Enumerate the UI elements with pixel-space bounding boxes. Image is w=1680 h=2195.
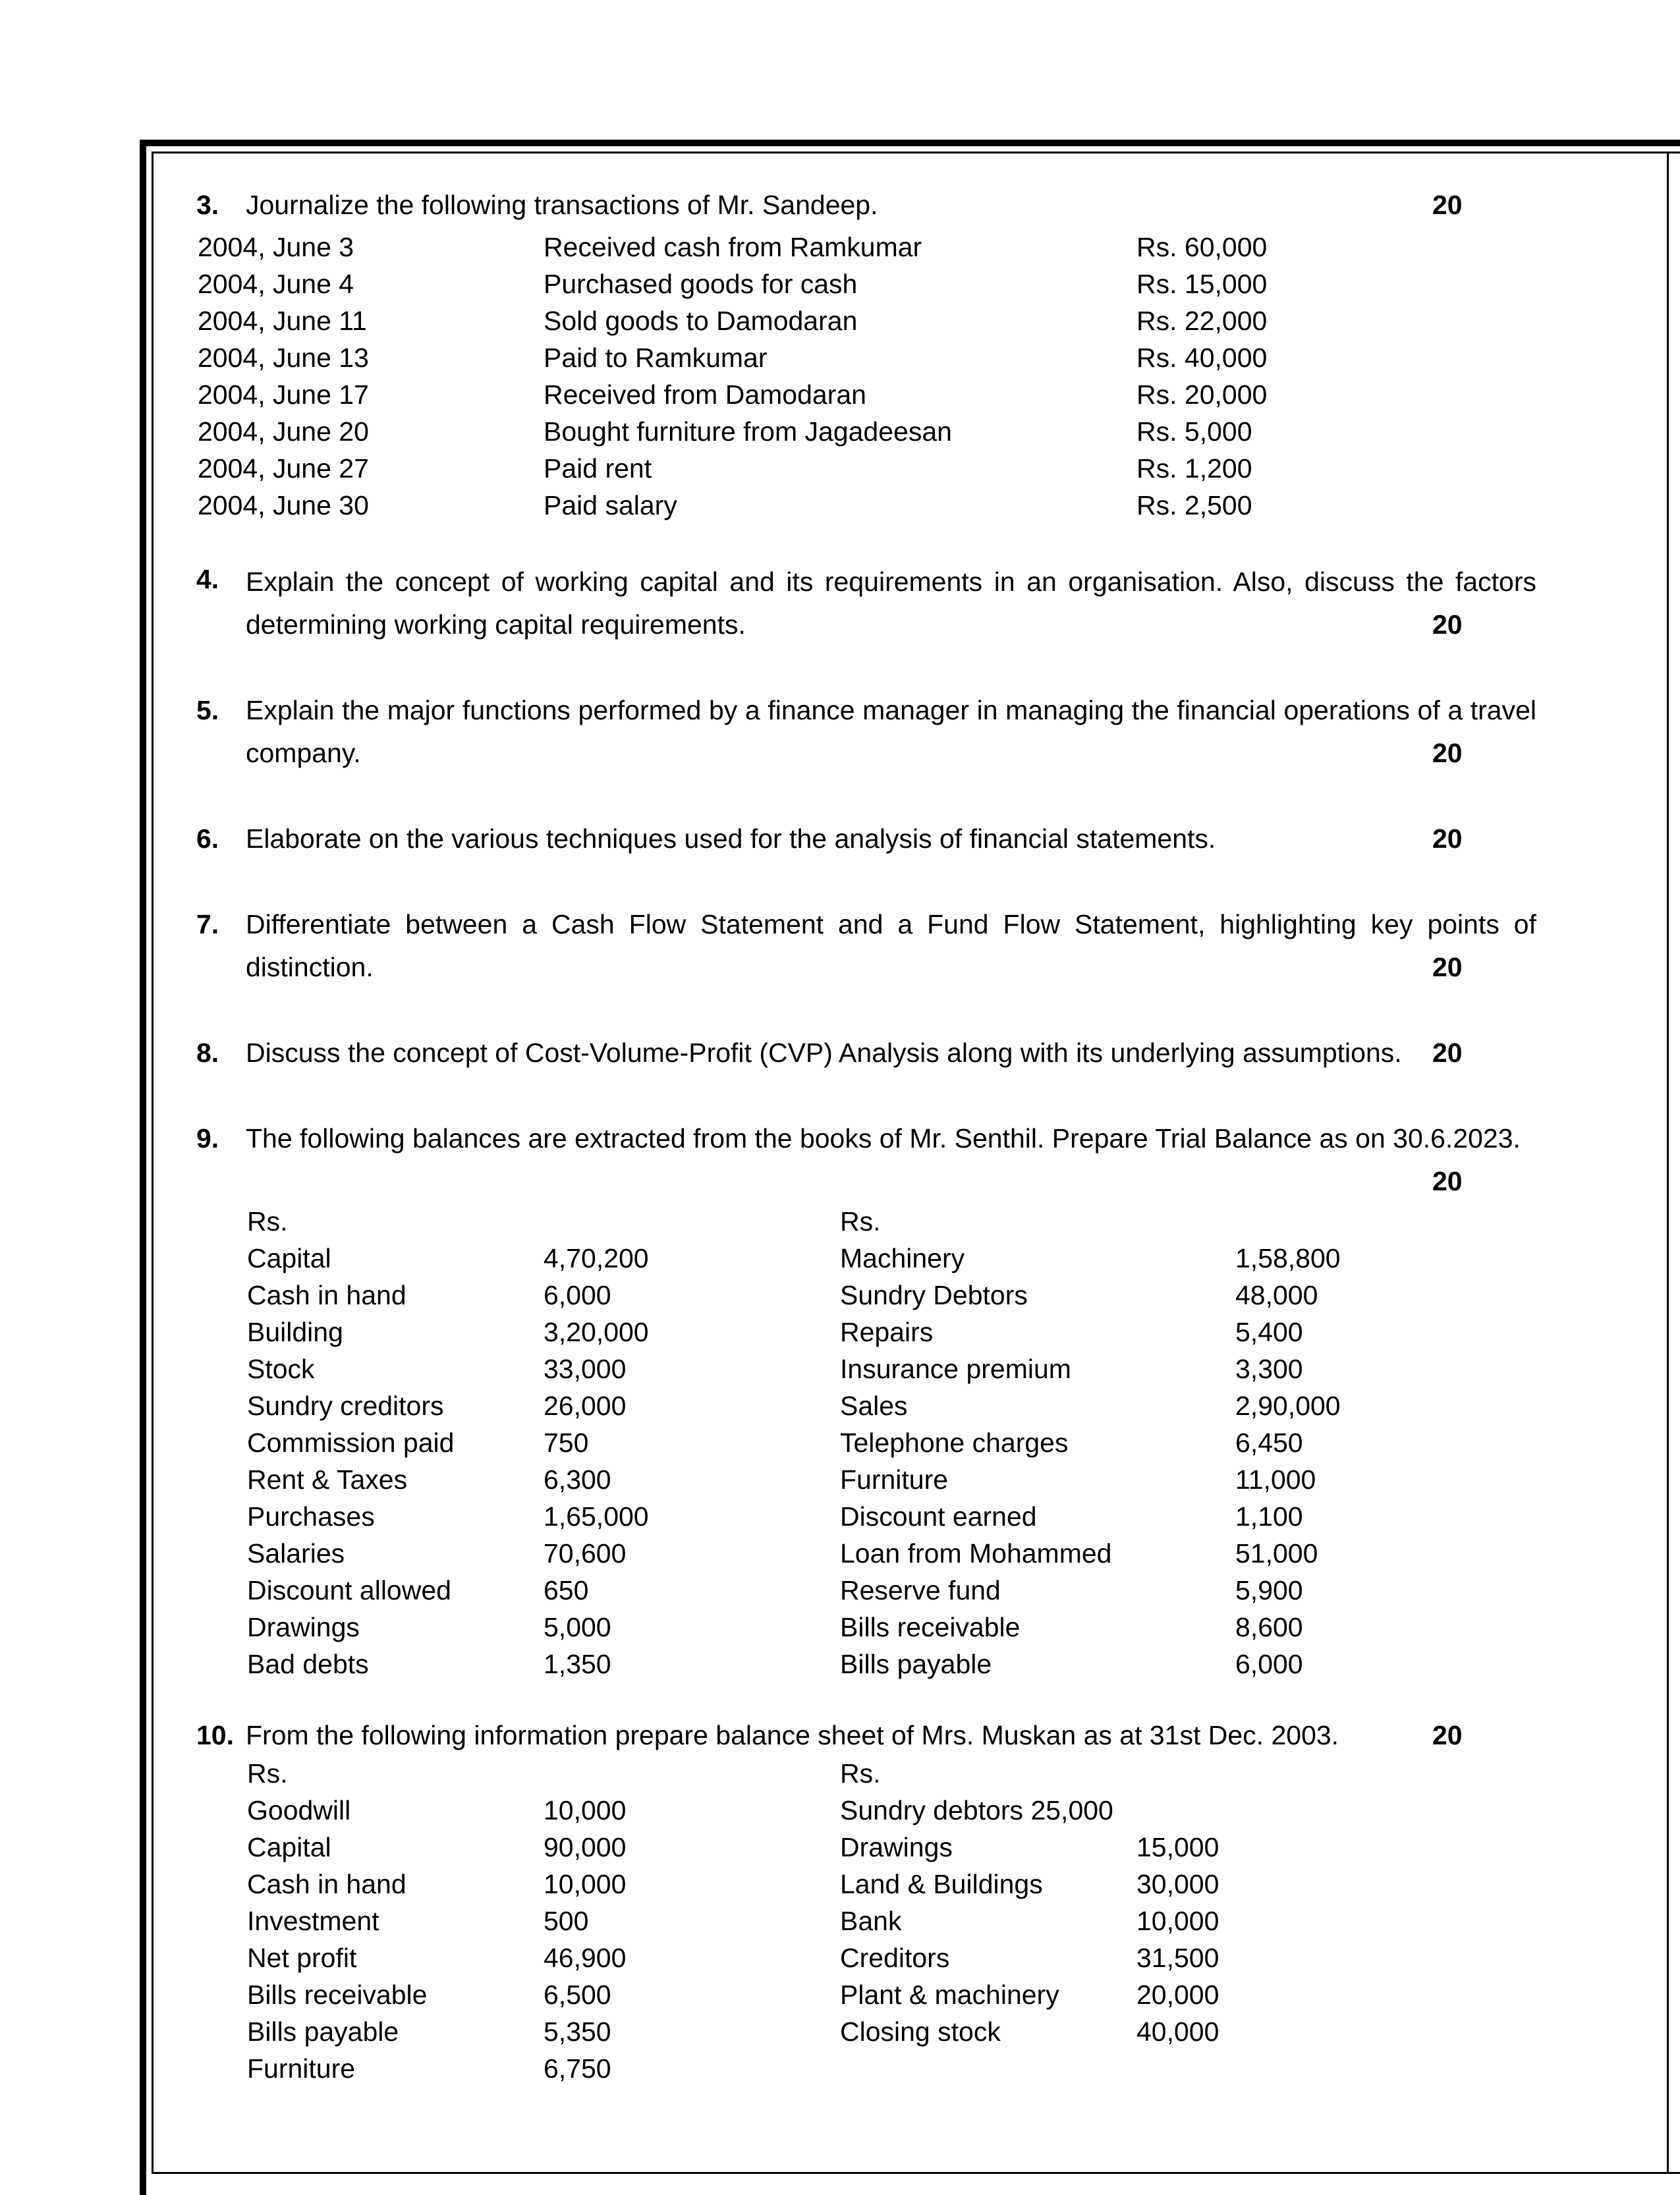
column-header-right: Rs.	[840, 1206, 881, 1236]
transaction-description: Received cash from Ramkumar	[544, 232, 922, 262]
transaction-amount: Rs. 5,000	[1136, 416, 1252, 447]
account-name: Furniture	[247, 2053, 356, 2084]
transaction-date: 2004, June 27	[198, 453, 369, 484]
account-name: Closing stock	[840, 2016, 1001, 2047]
account-amount: 70,600	[544, 1538, 627, 1569]
account-name: Cash in hand	[247, 1869, 406, 1899]
account-amount: 11,000	[1235, 1464, 1316, 1495]
question-4	[196, 561, 1536, 646]
account-name: Plant & machinery	[840, 1980, 1059, 2010]
account-name: Commission paid	[247, 1428, 455, 1458]
transaction-description: Sold goods to Damodaran	[544, 306, 858, 336]
marks: 20	[1432, 1038, 1463, 1068]
transaction-date: 2004, June 4	[198, 269, 354, 299]
account-name: Net profit	[247, 1943, 357, 1973]
table-row	[196, 302, 1536, 339]
account-amount: 500	[544, 1906, 589, 1936]
account-name: Drawings	[840, 1832, 953, 1862]
account-name: Bills payable	[247, 2016, 399, 2047]
account-name: Bank	[840, 1906, 902, 1936]
account-amount: 5,350	[544, 2016, 611, 2047]
account-name: Sundry creditors	[247, 1391, 444, 1421]
account-amount: 2,90,000	[1235, 1391, 1341, 1421]
account-name: Sundry Debtors	[840, 1280, 1028, 1310]
question-number: 7.	[196, 909, 219, 939]
account-amount: 51,000	[1235, 1538, 1318, 1569]
account-amount: 1,350	[544, 1649, 611, 1679]
question-text: Explain the concept of working capital and its requirements in an organisation. Also, discuss the factors determining working capital requirements.	[246, 567, 1536, 640]
account-amount: 5,000	[544, 1612, 611, 1642]
table-row	[196, 265, 1536, 302]
account-name: Sales	[840, 1391, 908, 1421]
account-amount: 46,900	[544, 1943, 627, 1973]
account-amount: 5,400	[1235, 1317, 1303, 1347]
table-row	[196, 1277, 1536, 1314]
account-amount: 1,58,800	[1235, 1243, 1341, 1273]
account-amount: 20,000	[1136, 1980, 1219, 2010]
table-row	[196, 450, 1536, 487]
transactions-table	[196, 229, 1536, 524]
account-name: Bad debts	[247, 1649, 369, 1679]
transaction-amount: Rs. 20,000	[1136, 379, 1268, 410]
account-amount: 15,000	[1136, 1832, 1219, 1862]
question-number: 4.	[196, 564, 219, 594]
account-amount: 10,000	[1136, 1906, 1219, 1936]
account-amount: 6,500	[544, 1980, 611, 2010]
transaction-date: 2004, June 20	[198, 416, 369, 447]
table-row	[196, 1535, 1536, 1572]
table-row	[196, 1461, 1536, 1498]
account-name: Stock	[247, 1354, 315, 1384]
account-name: Land & Buildings	[840, 1869, 1043, 1899]
account-amount: 3,20,000	[544, 1317, 649, 1347]
account-name: Bills receivable	[840, 1612, 1021, 1642]
table-row	[196, 376, 1536, 413]
account-amount: 48,000	[1235, 1280, 1318, 1310]
question-6	[196, 818, 1536, 860]
account-name: Insurance premium	[840, 1354, 1071, 1384]
table-row	[196, 1387, 1536, 1424]
marks: 20	[1432, 1166, 1463, 1196]
account-name: Cash in hand	[247, 1280, 406, 1310]
table-row	[196, 1903, 1536, 1939]
table-row	[196, 1572, 1536, 1609]
account-name: Capital	[247, 1832, 331, 1862]
question-number: 3.	[196, 190, 219, 220]
table-row	[196, 1829, 1536, 1866]
account-name: Telephone charges	[840, 1428, 1069, 1458]
question-number: 5.	[196, 695, 219, 725]
account-name: Bills receivable	[247, 1980, 428, 2010]
table-row	[196, 229, 1536, 265]
question-3	[196, 186, 1536, 223]
column-header-left: Rs.	[247, 1758, 288, 1789]
account-name: Purchases	[247, 1501, 375, 1532]
table-row	[196, 1498, 1536, 1535]
account-name: Furniture	[840, 1464, 949, 1495]
question-text: From the following information prepare balance sheet of Mrs. Muskan as at 31st Dec. 2003.	[246, 1720, 1339, 1750]
table-row	[196, 1609, 1536, 1646]
question-5	[196, 689, 1536, 775]
table-row	[196, 413, 1536, 450]
table-row	[196, 1424, 1536, 1461]
question-9	[196, 1117, 1536, 1203]
account-amount: 31,500	[1136, 1943, 1219, 1973]
transaction-description: Paid to Ramkumar	[544, 343, 768, 373]
question-text: The following balances are extracted from the books of Mr. Senthil. Prepare Trial Balance as on 30.6.2023.	[246, 1123, 1521, 1153]
account-amount: 1,100	[1235, 1501, 1303, 1532]
table-row	[196, 1792, 1536, 1829]
question-text: Differentiate between a Cash Flow Statement and a Fund Flow Statement, highlighting key points of distinction.	[246, 909, 1536, 982]
trial-balance-table	[196, 1203, 1536, 1682]
question-paper	[196, 186, 1536, 2087]
transaction-description: Paid salary	[544, 490, 677, 520]
transaction-description: Received from Damodaran	[544, 379, 866, 410]
marks: 20	[1432, 738, 1463, 768]
question-number: 9.	[196, 1123, 219, 1153]
question-number: 10.	[196, 1720, 234, 1750]
balance-sheet-table	[196, 1755, 1536, 2087]
marks: 20	[1432, 190, 1463, 220]
question-text: Discuss the concept of Cost-Volume-Profit (CVP) Analysis along with its underlying assumptions.	[246, 1038, 1402, 1068]
account-amount: 6,300	[544, 1464, 611, 1495]
account-amount: 40,000	[1136, 2016, 1219, 2047]
transaction-date: 2004, June 3	[198, 232, 354, 262]
table-row	[196, 1314, 1536, 1350]
account-amount: 6,000	[1235, 1649, 1303, 1679]
transaction-date: 2004, June 11	[198, 306, 367, 336]
account-amount: 26,000	[544, 1391, 627, 1421]
account-amount: 10,000	[544, 1869, 627, 1899]
transaction-amount: Rs. 22,000	[1136, 306, 1268, 336]
transaction-amount: Rs. 40,000	[1136, 343, 1268, 373]
transaction-description: Paid rent	[544, 453, 652, 484]
account-name: Bills payable	[840, 1649, 992, 1679]
account-name: Discount allowed	[247, 1575, 451, 1605]
account-amount: 33,000	[544, 1354, 627, 1384]
question-text: Journalize the following transactions of Mr. Sandeep.	[246, 190, 878, 220]
account-name: Discount earned	[840, 1501, 1037, 1532]
account-amount: 30,000	[1136, 1869, 1219, 1899]
account-name: Goodwill	[247, 1795, 351, 1825]
question-10	[196, 1715, 1536, 1755]
transaction-description: Bought furniture from Jagadeesan	[544, 416, 952, 447]
marks: 20	[1432, 823, 1463, 854]
transaction-date: 2004, June 17	[198, 379, 369, 410]
question-7	[196, 903, 1536, 989]
transaction-amount: Rs. 15,000	[1136, 269, 1268, 299]
account-amount: 8,600	[1235, 1612, 1303, 1642]
column-header-left: Rs.	[247, 1206, 288, 1236]
account-amount: 4,70,200	[544, 1243, 649, 1273]
marks: 20	[1432, 952, 1463, 982]
column-header-right: Rs.	[840, 1758, 881, 1789]
account-name: Capital	[247, 1243, 331, 1273]
account-amount: 750	[544, 1428, 589, 1458]
marks: 20	[1432, 609, 1463, 640]
account-amount: 1,65,000	[544, 1501, 649, 1532]
account-name: Rent & Taxes	[247, 1464, 408, 1495]
table-row	[196, 2013, 1536, 2050]
question-text: Explain the major functions performed by a finance manager in managing the financial operations of a travel company.	[246, 695, 1536, 768]
table-row	[196, 487, 1536, 524]
account-name: Reserve fund	[840, 1575, 1001, 1605]
account-name: Building	[247, 1317, 343, 1347]
question-number: 6.	[196, 823, 219, 854]
question-8	[196, 1032, 1536, 1074]
question-text: Elaborate on the various techniques used for the analysis of financial statements.	[246, 823, 1216, 854]
account-name: Creditors	[840, 1943, 950, 1973]
account-name: Machinery	[840, 1243, 965, 1273]
transaction-amount: Rs. 2,500	[1136, 490, 1252, 520]
account-name: Loan from Mohammed	[840, 1538, 1112, 1569]
account-name: Repairs	[840, 1317, 934, 1347]
table-row	[196, 2050, 1536, 2087]
transaction-description: Purchased goods for cash	[544, 269, 858, 299]
account-entry: Sundry debtors 25,000	[840, 1795, 1113, 1825]
table-row	[196, 1939, 1536, 1976]
account-name: Drawings	[247, 1612, 360, 1642]
account-name: Investment	[247, 1906, 379, 1936]
account-amount: 6,000	[544, 1280, 611, 1310]
page-border-right	[1667, 152, 1669, 2174]
account-amount: 6,750	[544, 2053, 611, 2084]
account-amount: 650	[544, 1575, 589, 1605]
table-header	[196, 1755, 1536, 1792]
table-row	[196, 1646, 1536, 1682]
table-header	[196, 1203, 1536, 1240]
marks: 20	[1432, 1720, 1463, 1750]
transaction-amount: Rs. 60,000	[1136, 232, 1268, 262]
transaction-date: 2004, June 13	[198, 343, 369, 373]
table-row	[196, 1976, 1536, 2013]
table-row	[196, 339, 1536, 376]
table-row	[196, 1240, 1536, 1277]
transaction-date: 2004, June 30	[198, 490, 369, 520]
table-row	[196, 1866, 1536, 1903]
account-amount: 90,000	[544, 1832, 627, 1862]
account-amount: 3,300	[1235, 1354, 1303, 1384]
question-number: 8.	[196, 1038, 219, 1068]
table-row	[196, 1350, 1536, 1387]
account-name: Salaries	[247, 1538, 345, 1569]
account-amount: 5,900	[1235, 1575, 1303, 1605]
account-amount: 6,450	[1235, 1428, 1303, 1458]
transaction-amount: Rs. 1,200	[1136, 453, 1252, 484]
account-amount: 10,000	[544, 1795, 627, 1825]
